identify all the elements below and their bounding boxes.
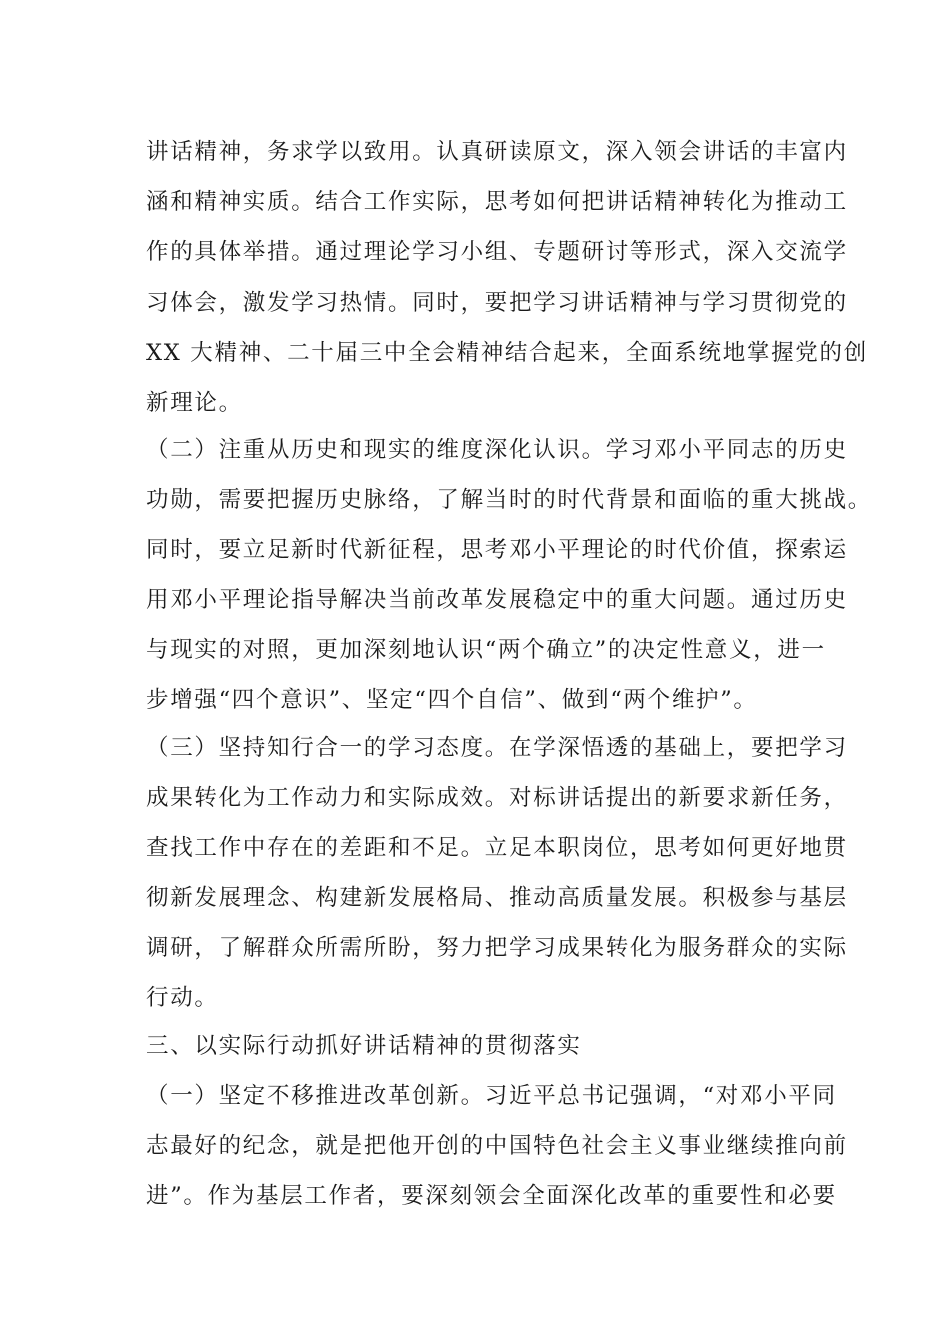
text-line: 调研，了解群众所需所盼，努力把学习成果转化为服务群众的实际	[146, 935, 848, 961]
text-line: 用邓小平理论指导解决当前改革发展稳定中的重大问题。通过历史	[146, 587, 848, 613]
text-line: 行动。	[146, 985, 219, 1011]
text-line: （三）坚持知行合一的学习态度。在学深悟透的基础上，要把学习	[146, 735, 848, 761]
text-line: 步增强“四个意识”、坚定“四个自信”、做到“两个维护”。	[146, 687, 758, 713]
text-line: （一）坚定不移推进改革创新。习近平总书记强调，“对邓小平同	[146, 1083, 837, 1109]
text-line: XX 大精神、二十届三中全会精神结合起来，全面系统地掌握党的创	[146, 340, 868, 366]
text-line: 彻新发展理念、构建新发展格局、推动高质量发展。积极参与基层	[146, 885, 848, 911]
text-line: 新理论。	[146, 390, 243, 416]
text-line: 进”。作为基层工作者，要深刻领会全面深化改革的重要性和必要	[146, 1183, 837, 1209]
text-line: 成果转化为工作动力和实际成效。对标讲话提出的新要求新任务，	[146, 785, 848, 811]
text-line: 查找工作中存在的差距和不足。立足本职岗位，思考如何更好地贯	[146, 835, 848, 861]
text-line: 习体会，激发学习热情。同时，要把学习讲话精神与学习贯彻党的	[146, 290, 848, 316]
text-line: 功勋，需要把握历史脉络，了解当时的时代背景和面临的重大挑战。	[146, 487, 873, 513]
text-line: 涵和精神实质。结合工作实际，思考如何把讲话精神转化为推动工	[146, 189, 848, 215]
text-line: 志最好的纪念，就是把他开创的中国特色社会主义事业继续推向前	[146, 1133, 848, 1159]
text-line: 同时，要立足新时代新征程，思考邓小平理论的时代价值，探索运	[146, 537, 848, 563]
text-line: 讲话精神，务求学以致用。认真研读原文，深入领会讲话的丰富内	[146, 139, 848, 165]
text-line: （二）注重从历史和现实的维度深化认识。学习邓小平同志的历史	[146, 437, 848, 463]
section-heading: 三、以实际行动抓好讲话精神的贯彻落实	[146, 1033, 582, 1059]
text-line: 与现实的对照，更加深刻地认识“两个确立”的决定性意义，进一	[146, 637, 826, 663]
text-line: 作的具体举措。通过理论学习小组、专题研讨等形式，深入交流学	[146, 239, 848, 265]
